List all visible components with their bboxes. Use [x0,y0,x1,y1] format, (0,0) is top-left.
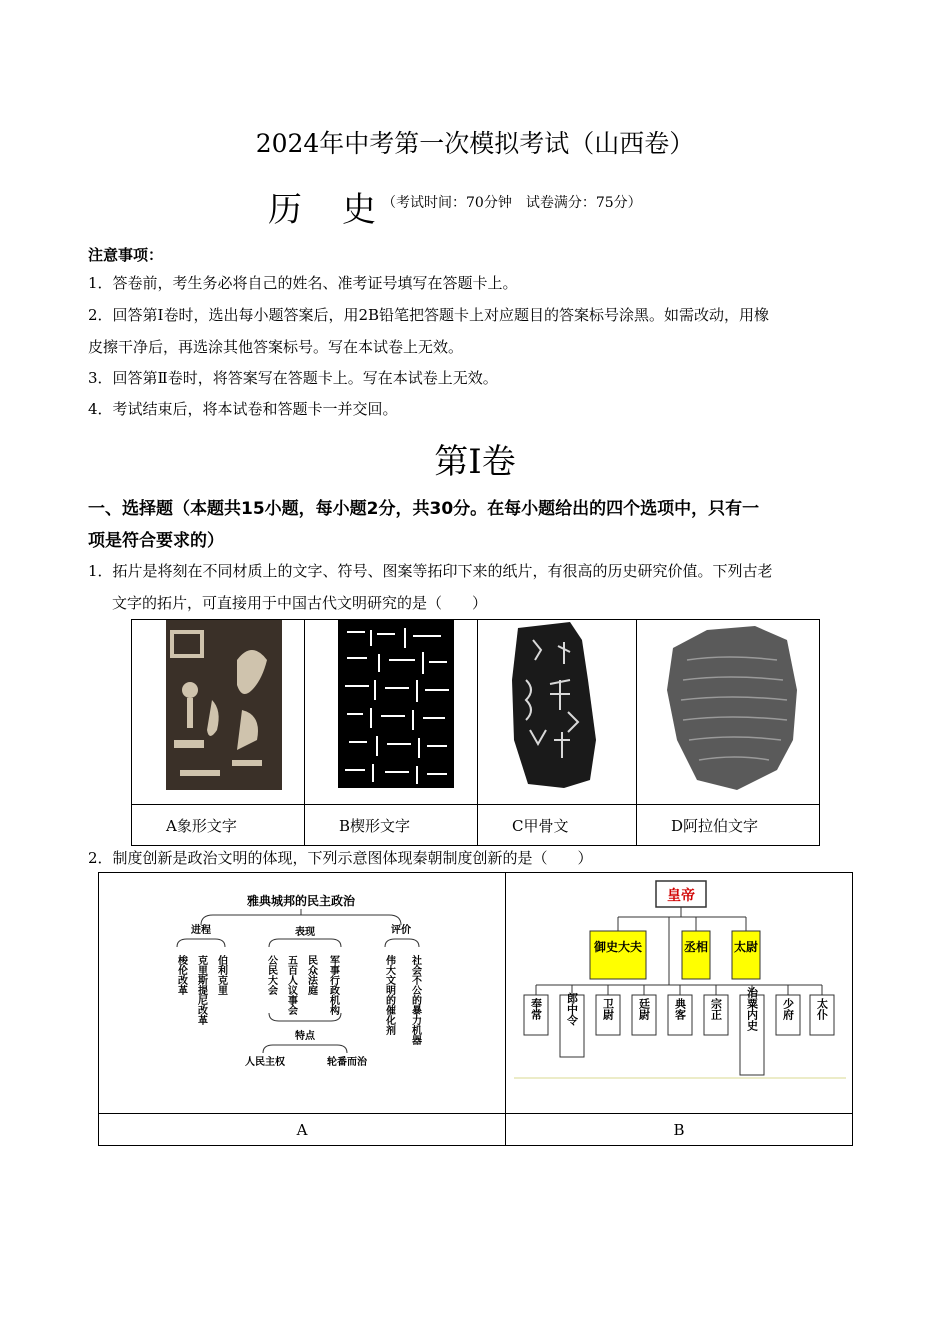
option-b-label: B楔形文字 [305,805,478,846]
diagram-b-cell [506,873,853,1114]
diagram-a-feature-2: 轮番而治 [327,1057,367,1068]
diagram-b-office: 廷尉 [637,998,651,1020]
diagram-a-item: 梭伦改革 [175,955,187,995]
notice-heading: 注意事项： [88,246,164,264]
diagram-a-item: 军事行政机构 [327,955,339,1015]
notice-line: 3．回答第Ⅱ卷时，将答案写在答题卡上。写在本试卷上无效。 [88,369,498,387]
diagram-b-office: 郎中令 [565,992,579,1026]
notice-line: 1．答卷前，考生务必将自己的姓名、准考证号填写在答题卡上。 [88,274,518,292]
option-c-image [478,620,637,805]
cuneiform-rubbing-image [305,620,477,800]
notice-line: 2．回答第Ⅰ卷时，选出每小题答案后，用2B铅笔把答题卡上对应题目的答案标号涂黑。如需改动，用橡 [88,306,770,324]
diagram-b-mid-1: 御史大夫 [593,940,643,954]
question-1-stem-cont: 文字的拓片，可直接用于中国古代文明研究的是（ ） [112,594,488,612]
exam-meta: （考试时间：70分钟 试卷满分：75分） [382,195,642,211]
question-1-options-table [131,619,820,846]
exam-title: 2024年中考第一次模拟考试（山西卷） [255,129,695,158]
diagram-a-item: 社会不公的暴力机器 [409,955,421,1045]
option-d-label: D阿拉伯文字 [637,805,820,846]
diagram-b-office: 宗正 [709,998,723,1020]
hieroglyph-rubbing-image [132,620,304,800]
qin-government-diagram [506,873,852,1109]
question-2-options-table [98,872,853,1146]
option-b-image [305,620,478,805]
diagram-a-item: 民众法庭 [305,955,317,995]
section-heading-cont: 项是符合要求的） [88,531,224,551]
oracle-bone-rubbing-image [478,620,636,800]
diagram-a-cell [99,873,506,1114]
diagram-a-branch-2: 表现 [295,927,315,938]
diagram-a-label: A [99,1114,506,1146]
diagram-a-item: 伯利克里 [215,955,227,995]
volume-title: 第Ⅰ卷 [434,442,516,482]
diagram-a-col3-group [384,954,423,1046]
diagram-a-col1-group [176,954,229,1026]
arabic-rubbing-image [637,620,819,800]
option-d-image [637,620,820,805]
subject-title [268,182,378,231]
diagram-a-item: 公民大会 [265,955,277,995]
question-2-stem: 2．制度创新是政治文明的体现，下列示意图体现秦朝制度创新的是（ ） [88,849,593,867]
diagram-a-col2-group [266,954,341,1016]
diagram-a-feature-1: 人民主权 [245,1057,285,1068]
athens-democracy-diagram [99,873,505,1109]
diagram-b-office: 少府 [781,998,795,1020]
diagram-b-office: 典客 [673,998,687,1020]
diagram-b-label: B [506,1114,853,1146]
diagram-b-office: 卫尉 [601,998,615,1020]
diagram-a-item: 克里斯提尼改革 [195,955,207,1025]
diagram-b-office: 奉常 [529,998,543,1020]
diagram-b-mid-3: 太尉 [733,940,759,954]
diagram-b-office: 太仆 [815,998,829,1020]
diagram-b-top: 皇帝 [667,888,695,904]
diagram-a-branch-1: 进程 [191,925,211,936]
diagram-a-item: 五百人议事会 [285,955,297,1015]
diagram-a-feature: 特点 [295,1031,315,1042]
diagram-b-office: 治粟内史 [745,987,759,1031]
question-1-stem: 1．拓片是将刻在不同材质上的文字、符号、图案等拓印下来的纸片，有很高的历史研究价值。下列古老 [88,562,773,580]
notice-line: 皮擦干净后，再选涂其他答案标号。写在本试卷上无效。 [88,338,464,356]
notice-line: 4．考试结束后，将本试卷和答题卡一并交回。 [88,400,398,418]
diagram-b-mid-2: 丞相 [683,940,709,954]
subject-char-1: 历 [268,190,304,230]
diagram-a-item: 伟大文明的催化剂 [383,955,395,1035]
subject-char-2: 史 [342,190,378,230]
diagram-a-branch-3: 评价 [391,925,411,936]
option-a-label: A象形文字 [132,805,305,846]
option-a-image [132,620,305,805]
section-heading: 一、选择题（本题共15小题，每小题2分，共30分。在每小题给出的四个选项中，只有一 [88,499,760,519]
option-c-label: C甲骨文 [478,805,637,846]
diagram-a-title: 雅典城邦的民主政治 [246,894,356,908]
